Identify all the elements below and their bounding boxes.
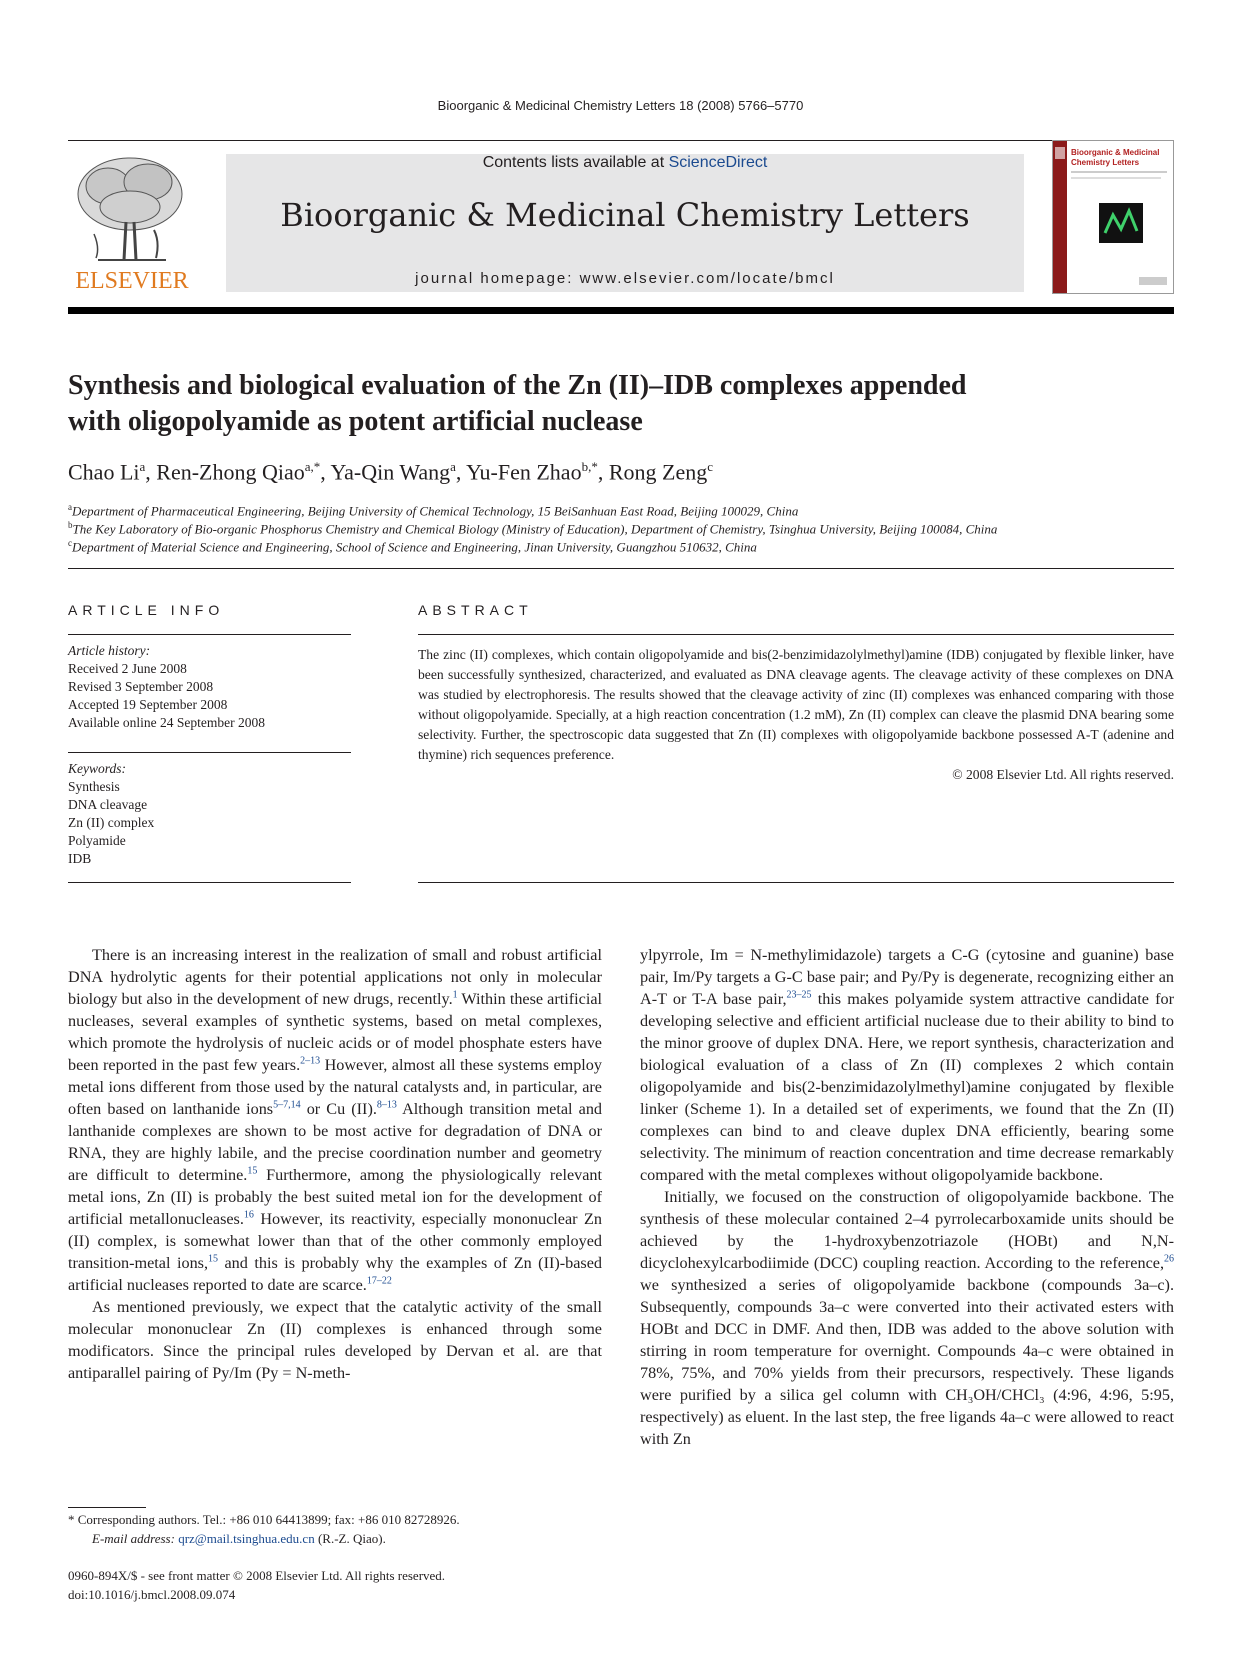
- reference-link[interactable]: 15: [247, 1165, 258, 1177]
- reference-link[interactable]: 8–13: [376, 1099, 397, 1111]
- header-thick-rule: [68, 307, 1174, 314]
- affiliation-b: $^b$The Key Laboratory of Bio-organic Phosphorus Chemistry and Chemical Biology (Ministry of Education), Department of Chemistry, Tsinghua University, Beijing 100084, China: [68, 520, 998, 537]
- paragraph: ylpyrrole, Im = N-methylimidazole) targets a C-G (cytosine and guanine) base pair, Im/Py targets a G-C base pair; and Py/Py is degenerate, recognizing either an A-T or T-A base pair,$^{23-25}$ this makes polyamide system attractive candidate for developing selective and efficient artificial nuclease due to their ability to bind to the minor groove of duplex DNA. Here, we report synthesis, characterization and biological evaluation of a class of Zn (II) complexes 2 which contain oligopolyamide and bis(2-benzimidazolylmethyl)amine conjugated by flexible linker (Scheme 1). In a detailed set of experiments, we found that the Zn (II) complexes can bind to and cleave duplex DNA efficiently, bearing some selectivity. The minimum of reaction concentration and time decrease remarkably compared with the metal complexes without oligopolyamide backbone.: [640, 946, 1174, 1184]
- article-title: Synthesis and biological evaluation of the Zn (II)–IDB complexes appended with oligopolyamide as potent artificial nuclease: [68, 370, 967, 437]
- abstract-rule: [418, 634, 1174, 635]
- author-name[interactable]: Ren-Zhong Qiao: [156, 459, 305, 485]
- body-column-left: [68, 944, 602, 1384]
- header-divider: [68, 140, 1174, 141]
- corresponding-note: * Corresponding authors. Tel.: +86 010 64413899; fax: +86 010 82728926.: [68, 1512, 460, 1527]
- paragraph: Initially, we focused on the construction of oligopolyamide backbone. The synthesis of these molecular contained 2–4 pyrrolecarboxamide units should be achieved by the 1-hydroxybenzotriazole (HOBt) and N,N-dicyclohexylcarbodiimide (DCC) coupling reaction. According to the reference,$^{26}$ we synthesized a series of oligopolyamide backbone (compounds 3a–c). Subsequently, compounds 3a–c were converted into their activated esters with HOBt and DCC in DMF. And then, IDB was added to the above solution with stirring in room temperature for overnight. Compounds 4a–c were obtained in 78%, 75%, and 70% yields from their precursors, respectively. These ligands were purified by a silica gel column with CH₃OH/CHCl₃ (4:96, 4:96, 5:95, respectively) as eluent. In the last step, the free ligands 4a–c were allowed to react with Zn: [640, 1188, 1174, 1448]
- keyword: Polyamide: [68, 833, 126, 848]
- author-name[interactable]: Rong Zeng: [608, 459, 708, 485]
- author-name[interactable]: Ya-Qin Wang: [330, 459, 451, 485]
- doi-link[interactable]: doi:10.1016/j.bmcl.2008.09.074: [68, 1587, 236, 1602]
- author-list: Chao Li$^a$, Ren-Zhong Qiao$^{a,*}$, Ya-Qin Wang$^a$, Yu-Fen Zhao$^{b,*}$, Rong Zeng$^c$: [68, 459, 713, 485]
- paragraph: As mentioned previously, we expect that the catalytic activity of the small molecular mononuclear Zn (II) complexes is enhanced through some modificators. Since the principal rules developed by Dervan et al. are that antiparallel pairing of Py/Im (Py = N-meth-: [68, 1298, 602, 1382]
- abstract-copyright: © 2008 Elsevier Ltd. All rights reserved.: [952, 767, 1174, 782]
- journal-homepage-link[interactable]: journal homepage: www.elsevier.com/locate/bmcl: [415, 270, 835, 287]
- contents-line: Contents lists available at ScienceDirect: [482, 154, 768, 171]
- reference-link[interactable]: 23–25: [786, 989, 812, 1001]
- issn-line: 0960-894X/$ - see front matter © 2008 Elsevier Ltd. All rights reserved.: [68, 1568, 446, 1583]
- sciencedirect-link[interactable]: ScienceDirect: [668, 154, 768, 171]
- reference-link[interactable]: 1: [452, 989, 458, 1001]
- footnote-rule: [68, 1507, 146, 1508]
- paragraph: There is an increasing interest in the realization of small and robust artificial DNA hydrolytic agents for their potential applications not only in molecular biology but also in the development of new drugs, recently.$^1$ Within these artificial nucleases, several examples of synthetic systems, based on metal complexes, which promote the hydrolysis of nucleic acids or of model phosphate esters have been reported in the past few years.$^{2-13}$ However, almost all these systems employ metal ions different from those used by the natural catalysts and, in particular, are often based on lanthanide ions$^{5-7,14}$ or Cu (II).$^{8-13}$ Although transition metal and lanthanide complexes are shown to be most active for degradation of DNA or RNA, they are highly labile, and the precise coordination number and geometry are difficult to determine.$^{15}$ Furthermore, among the physiologically relevant metal ions, Zn (II) is probably the best suited metal ion for the development of artificial metallonucleases.$^{16}$ However, its reactivity, especially mononuclear Zn (II) complex, is somewhat lower than that of the other commonly employed transition-metal ions,$^{15}$ and this is probably why the examples of Zn (II)-based artificial nucleases reported to date are scarce.$^{17-22}$: [68, 946, 603, 1294]
- reference-link[interactable]: 2–13: [300, 1055, 321, 1067]
- svg-text:Bioorganic & Medicinal: Bioorganic & Medicinal: [1071, 148, 1160, 157]
- author-name[interactable]: Yu-Fen Zhao: [466, 459, 582, 485]
- abstract-rule: [418, 882, 1174, 883]
- reference-link[interactable]: 15: [208, 1253, 219, 1265]
- reference-link[interactable]: 16: [243, 1209, 254, 1221]
- journal-citation: Bioorganic & Medicinal Chemistry Letters 18 (2008) 5766–5770: [437, 98, 804, 113]
- reference-link[interactable]: 26: [1164, 1253, 1174, 1265]
- author-name[interactable]: Chao Li: [68, 459, 140, 485]
- reference-link[interactable]: 17–22: [366, 1275, 392, 1287]
- article-info-heading: ARTICLE INFO: [68, 602, 225, 618]
- reference-link[interactable]: 5–7,14: [273, 1099, 301, 1111]
- journal-title: Bioorganic & Medicinal Chemistry Letters: [280, 196, 970, 234]
- footnote: * Corresponding authors. Tel.: +86 010 64413899; fax: +86 010 82728926. E-mail address: qrz@mail.tsinghua.edu.cn (R.-Z. Qiao).: [68, 1510, 628, 1548]
- elsevier-logo[interactable]: [68, 152, 196, 294]
- affiliation-c: $^c$Department of Material Science and Engineering, School of Science and Engineering, Jinan University, Guangzhou 510632, China: [68, 538, 757, 555]
- keyword: Synthesis: [68, 779, 120, 794]
- svg-text:Chemistry Letters: Chemistry Letters: [1071, 158, 1140, 167]
- article-history: Article history: Received 2 June 2008 Revised 3 September 2008 Accepted 19 September 2008 Available online 24 September 2008: [68, 643, 265, 730]
- keyword: DNA cleavage: [68, 797, 148, 812]
- front-matter-info: [68, 1566, 668, 1604]
- keyword: Zn (II) complex: [68, 815, 155, 830]
- info-rule: [68, 634, 351, 635]
- publisher-name: ELSEVIER: [75, 268, 189, 294]
- info-rule: [68, 752, 351, 753]
- affiliation-a: $^a$Department of Pharmaceutical Engineering, Beijing University of Chemical Technology, 15 BeiSanhuan East Road, Beijing 100029, China: [68, 502, 799, 519]
- info-rule: [68, 882, 351, 883]
- abstract-text: The zinc (II) complexes, which contain oligopolyamide and bis(2-benzimidazolylmethyl)amine (IDB) conjugated by flexible linker, have been successfully synthesized, characterized, and evaluated as DNA cleavage agents. The cleavage activity of these complexes on DNA was studied by electrophoresis. The results showed that the cleavage activity of zinc (II) complexes was enhanced comparing with those without oligopolyamide. Specially, at a high reaction concentration (1.2 mM), Zn (II) complex can cleave the plasmid DNA bearing some selectivity. Further, the spectroscopic data suggested that Zn (II) complexes with oligopolyamide backbone possessed A-T (adenine and thymine) rich sequences preference. © 2008 Elsevier Ltd. All rights reserved.: [418, 645, 1174, 785]
- body-column-right: [640, 944, 1174, 1450]
- keywords: Keywords: Synthesis DNA cleavage Zn (II) complex Polyamide IDB: [68, 760, 351, 868]
- email-link[interactable]: qrz@mail.tsinghua.edu.cn: [178, 1531, 315, 1546]
- journal-cover-image[interactable]: [1052, 140, 1174, 294]
- abstract-heading: ABSTRACT: [418, 602, 533, 618]
- affiliation-divider: [68, 568, 1174, 569]
- keyword: IDB: [68, 851, 92, 866]
